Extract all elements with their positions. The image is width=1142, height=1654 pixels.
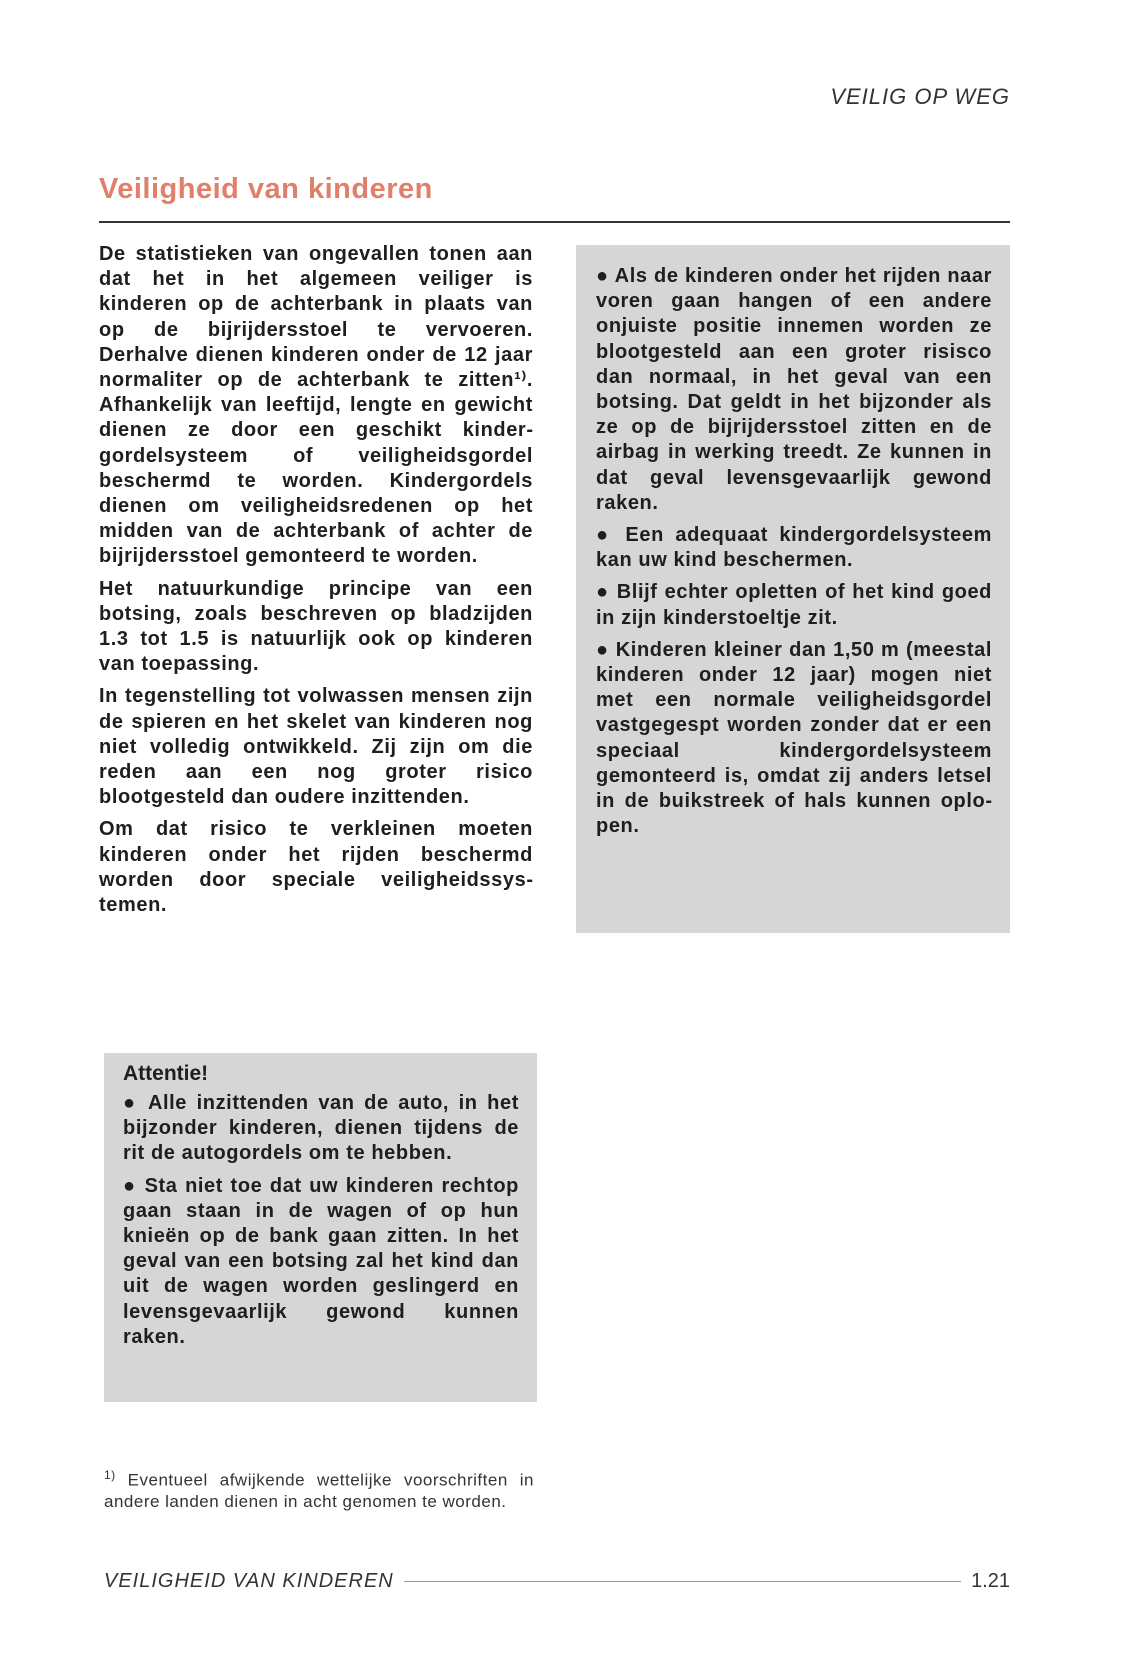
left-column [99, 242, 533, 925]
list-item: ● Een adequaat kindergordelsysteem kan uw kind beschermen. [596, 524, 992, 572]
warning-list [596, 264, 992, 839]
page-title: Veiligheid van kinderen [99, 173, 433, 205]
list-item: ● Sta niet toe dat uw kinderen rechtop gaan staan in de wagen of op hun knieën op de bank gaan zitten. In het geval van een botsing zal het kind dan uit de wagen worden geslingerd en levensgevaarlijk gewond kunnen raken. [123, 1174, 519, 1348]
list-item: ● Alle inzittenden van de auto, in het bijzonder kinderen, dienen tijdens de rit de autogordels om te hebben. [123, 1092, 519, 1165]
footnote [104, 1465, 534, 1512]
warning-box [576, 245, 1010, 933]
paragraph: De statistieken van ongevallen tonen aan dat het in het algemeen veiliger is kinderen op de achterbank in plaats van op de bijrijdersstoel te vervoeren. Derhalve dienen kinderen onder de 12 jaar normaliter op de achterbank te zitten¹⁾. Afhankelijk van leeftijd, lengte en gewicht dienen ze door een geschikt kindergordelsysteem of veiligheidsgordel beschermd te worden. Kindergordels dienen om veiligheidsredenen op het midden van de achterbank of achter de bijrijdersstoel gemonteerd te worden. [99, 243, 533, 568]
footer-rule [404, 1581, 961, 1582]
list-item: ● Blijf echter opletten of het kind goed in zijn kinderstoeltje zit. [596, 581, 992, 629]
list-item: ● Als de kinderen onder het rijden naar voren gaan hangen of een andere onjuiste positie innemen worden ze blootgesteld aan een groter risisco dan normaal, in het geval van een botsing. Dat geldt in het bijzonder als ze op de bijrijdersstoel zitten en de airbag in werking treedt. Ze kunnen in dat geval levensgevaarlijk gewond raken. [596, 265, 992, 514]
paragraph: Het natuurkundige principe van een botsing, zoals beschreven op bladzijden 1.3 tot 1.5 is natuurlijk ook op kinderen van toepassing. [99, 577, 533, 676]
list-item: ● Kinderen kleiner dan 1,50 m (meestal kinderen onder 12 jaar) mogen niet met een normale veiligheidsgordel vastgegespt worden zonder dat er een speciaal kindergordelsysteem gemonteerd is, omdat zij anders letsel in de buikstreek of hals kunnen oplopen. [596, 638, 992, 838]
page-number: 1.21 [971, 1570, 1010, 1592]
page-footer [104, 1570, 1010, 1593]
footer-section-label: VEILIGHEID VAN KINDEREN [104, 1570, 394, 1592]
attention-box [104, 1053, 537, 1402]
running-header: VEILIG OP WEG [830, 84, 1010, 109]
footnote-marker: 1) [104, 1468, 116, 1482]
attention-list [123, 1091, 519, 1350]
attention-heading: Attentie! [123, 1062, 209, 1085]
title-rule [99, 221, 1010, 223]
paragraph: In tegenstelling tot volwassen mensen zijn de spieren en het skelet van kinderen nog niet volledig ontwikkeld. Zij zijn om die reden aan een nog groter risico blootgesteld dan oudere inzittenden. [99, 685, 533, 809]
footnote-text: Eventueel afwijkende wettelijke voorschriften in andere landen dienen in acht genomen te worden. [104, 1470, 534, 1511]
paragraph: Om dat risico te verkleinen moeten kinderen onder het rijden beschermd worden door speciale veiligheidssystemen. [99, 818, 533, 917]
